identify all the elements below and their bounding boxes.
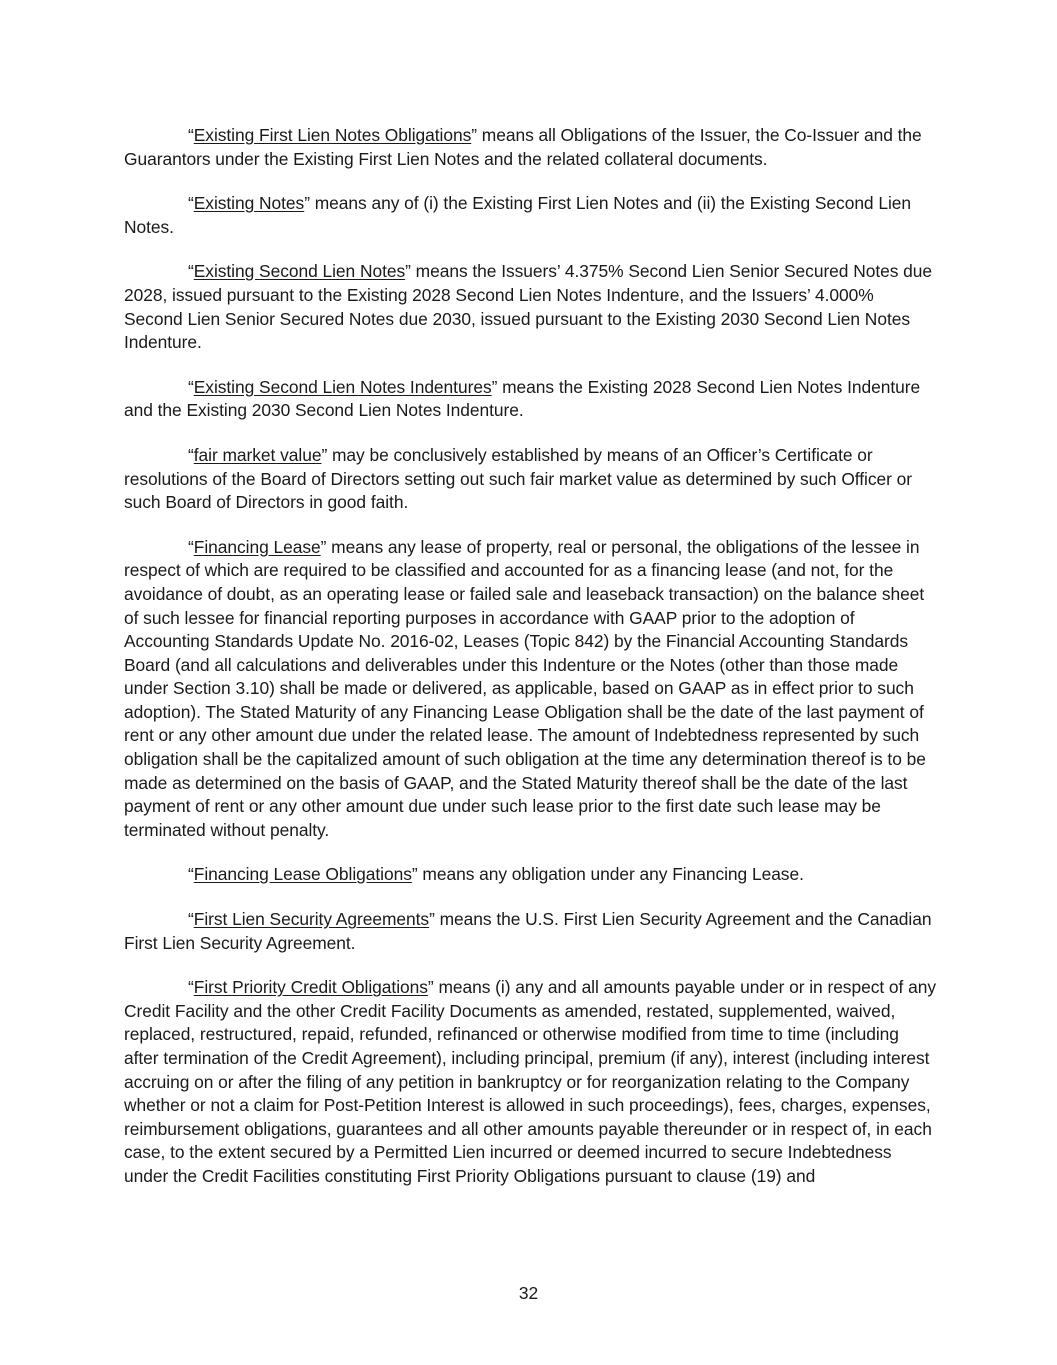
close-quote: ” <box>320 536 327 557</box>
close-quote: ” <box>411 864 418 885</box>
defined-term: Existing Second Lien Notes <box>193 261 406 282</box>
open-quote: “ <box>188 864 194 885</box>
close-quote: ” <box>471 125 477 145</box>
definition-body: means the Issuers’ 4.375% Second Lien Senior Secured Notes due 2028, issued pursuant to the Existing 2028 Second Lien Notes Indenture, and the Issuers’ 4.000% Second Lien Senior Secured Notes due 2030, issued pursuant to the Existing 2030 Second Lien Notes Indenture. <box>124 261 933 353</box>
close-quote: ” <box>427 977 434 998</box>
definition-body: means any lease of property, real or personal, the obligations of the lessee in respect of which are required to be classified and accounted for as a financing lease (and not, for the avoidance of doubt, as an operating lease or failed sale and leaseback transaction) on the balance sheet of such lessee for financial reporting purposes in accordance with GAAP prior to the adoption of Accounting Standards Update No. 2016-02, Leases (Topic 842) by the Financial Accounting Standards Board (and all calculations and deliverables under this Indenture or the Notes (other than those made under Section 3.10) shall be made or delivered, as applicable, based on GAAP as in effect prior to such adoption). The Stated Maturity of any Financing Lease Obligation shall be the date of the last payment of rent or any other amount due under the related lease. The amount of Indebtedness represented by such obligation shall be the capitalized amount of such obligation at the time any determination thereof is to be made as determined on the basis of GAAP, and the Stated Maturity thereof shall be the date of the last payment of rent or any other amount due under such lease prior to the first date such lease may be terminated without penalty. <box>124 536 926 840</box>
open-quote: “ <box>188 977 194 998</box>
defined-term: Existing Second Lien Notes Indentures <box>193 376 492 397</box>
definition-paragraph <box>124 536 936 843</box>
close-quote: ” <box>304 193 310 214</box>
open-quote: “ <box>188 909 194 930</box>
definition-body: means all Obligations of the Issuer, the Co-Issuer and the Guarantors under the Existing First Lien Notes and the related collateral documents. <box>124 125 922 169</box>
open-quote: “ <box>188 444 194 465</box>
defined-term: Existing First Lien Notes Obligations <box>193 125 472 145</box>
open-quote: “ <box>188 125 194 145</box>
close-quote: ” <box>321 444 328 465</box>
open-quote: “ <box>188 536 194 557</box>
definition-paragraph <box>124 192 936 239</box>
close-quote: ” <box>429 909 435 930</box>
definition-body: means any obligation under any Financing Lease. <box>417 864 804 885</box>
definitions-section <box>124 124 936 1210</box>
defined-term: Existing Notes <box>193 193 305 214</box>
page-number: 32 <box>518 1283 539 1303</box>
definition-paragraph <box>124 908 936 955</box>
close-quote: ” <box>491 376 498 397</box>
definition-body: means (i) any and all amounts payable under or in respect of any Credit Facility and the other Credit Facility Documents as amended, restated, supplemented, waived, replaced, restructured, repaid, refunded, refinanced or otherwise modified from time to time (including after termination of the Credit Agreement), including principal, premium (if any), interest (including interest accruing on or after the filing of any petition in bankruptcy or for reorganization relating to the Company whether or not a claim for Post-Petition Interest is allowed in such proceedings), fees, charges, expenses, reimbursement obligations, guarantees and all other amounts payable thereunder or in respect of, in each case, to the extent secured by a Permitted Lien incurred or deemed incurred to secure Indebtedness under the Credit Facilities constituting First Priority Obligations pursuant to clause (19) and <box>124 977 936 1186</box>
open-quote: “ <box>188 261 194 282</box>
defined-term: fair market value <box>193 444 322 465</box>
definition-paragraph <box>124 376 936 423</box>
definition-body: means any of (i) the Existing First Lien Notes and (ii) the Existing Second Lien Notes. <box>124 193 912 237</box>
defined-term: First Lien Security Agreements <box>193 909 430 930</box>
defined-term: Financing Lease <box>193 536 321 557</box>
defined-term: First Priority Credit Obligations <box>193 977 428 998</box>
defined-term: Financing Lease Obligations <box>193 864 412 885</box>
definition-paragraph <box>124 976 936 1188</box>
definition-body: may be conclusively established by means of an Officer’s Certificate or resolutions of the Board of Directors setting out such fair market value as determined by such Officer or such Board of Directors in good faith. <box>124 444 913 513</box>
definition-paragraph <box>124 124 936 171</box>
definition-body: means the Existing 2028 Second Lien Notes Indenture and the Existing 2030 Second Lien Notes Indenture. <box>124 376 921 421</box>
definition-paragraph <box>124 863 936 887</box>
definition-body: means the U.S. First Lien Security Agreement and the Canadian First Lien Security Agreement. <box>124 909 932 953</box>
definition-paragraph <box>124 444 936 515</box>
definition-paragraph <box>124 260 936 354</box>
open-quote: “ <box>188 193 194 214</box>
close-quote: ” <box>405 261 411 282</box>
open-quote: “ <box>188 376 194 397</box>
